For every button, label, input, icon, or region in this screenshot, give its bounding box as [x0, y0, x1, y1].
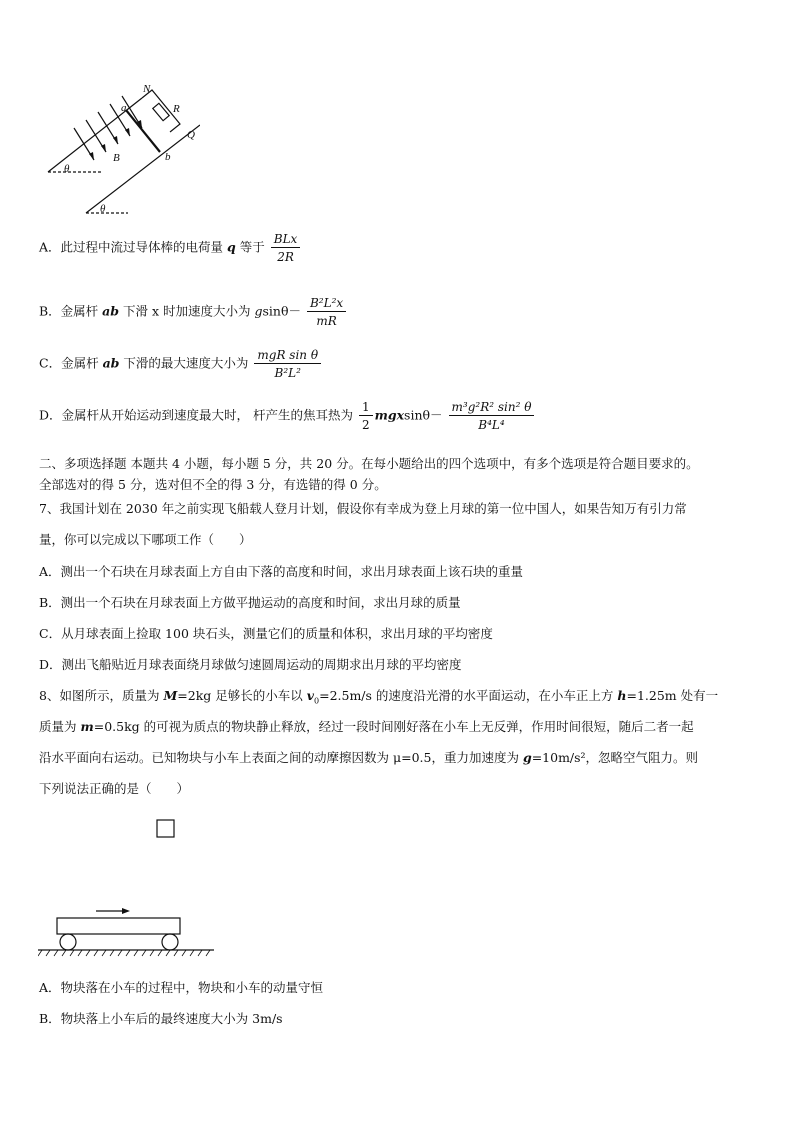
q8-stem-line-2: 质量为 m=0.5kg 的可视为质点的物块静止释放，经过一段时间刚好落在小车上无反弹，作用时间很短，随后二者一起	[39, 719, 694, 734]
q7-option-D: D．测出飞船贴近月球表面绕月球做匀速圆周运动的周期求出月球的平均密度	[39, 657, 462, 672]
label-a: a	[121, 102, 127, 114]
q8-option-B: B．物块落上小车后的最终速度大小为 3m/s	[39, 1011, 283, 1026]
option-6C: C．金属杆 ab 下滑的最大速度大小为 $\frac{\text{mgR sin θ}}{\text{B²L²}}$	[39, 348, 323, 380]
label-Q: Q	[187, 129, 195, 141]
q8-stem-line-1: 8、如图所示，质量为 M=2kg 足够长的小车以 $v_0=2.5m/s$ 的速度沿光滑的水平面运动，在小车正上方 h=1.25m 处有一	[39, 688, 719, 706]
q8-stem-line-3: 沿水平面向右运动。已知物块与小车上表面之间的动摩擦因数为 μ=0.5，重力加速度为 g=10m/s²，忽略空气阻力。则	[39, 750, 699, 765]
q8-option-A: A．物块落在小车的过程中，物块和小车的动量守恒	[39, 980, 324, 995]
label-b: b	[165, 151, 171, 163]
fraction-one-half: $\frac{1}{2}$	[359, 400, 373, 432]
cart-wheel-right	[162, 934, 178, 950]
fraction-B2L2x-mR: $\frac{\text{B²L²x}}{mR}$	[307, 296, 346, 328]
incline-rail-figure	[40, 80, 200, 220]
resistor-R	[153, 103, 169, 120]
q7-option-A: A．测出一个石块在月球表面上方自由下落的高度和时间，求出月球表面上该石块的重量	[39, 564, 524, 579]
q7-stem-line-2: 量，你可以完成以下哪项工作（ ）	[39, 532, 252, 547]
fraction-heat-term: $\frac{\text{m³g²R² sin² θ}}{\text{B⁴L⁴}}$	[449, 400, 535, 432]
fraction-mgRsin-B2L2: $\frac{\text{mgR sin θ}}{\text{B²L²}}$	[254, 348, 321, 380]
label-N: N	[143, 83, 151, 95]
cart-wheel-left	[60, 934, 76, 950]
option-6B: B．金属杆 ab 下滑 x 时加速度大小为 gsinθ－ $\frac{\text{B²L²x}}{mR}$	[39, 296, 348, 328]
fraction-BLx-2R: $\frac{\text{BLx}}{2R}$	[271, 232, 301, 264]
q7-stem-line-1: 7、我国计划在 2030 年之前实现飞船载人登月计划，假设你有幸成为登上月球的第一位中国人，如果告知万有引力常	[39, 501, 687, 516]
label-theta-1: θ	[64, 163, 70, 175]
rod-ab	[126, 110, 160, 152]
label-B: B	[113, 152, 120, 164]
q7-option-C: C．从月球表面上捡取 100 块石头，测量它们的质量和体积，求出月球的平均密度	[39, 626, 493, 641]
option-6D: D．金属杆从开始运动到速度最大时， 杆产生的焦耳热为 $\frac{1}{2}$ mgxsinθ－ $\frac{\text{m³g²R² sin² θ}}{\text{B⁴L⁴}}$	[39, 400, 536, 432]
cart-block-figure	[38, 815, 218, 965]
cart-body	[57, 918, 180, 934]
section-2-line-2: 全部选对的得 5 分，选对但不全的得 3 分，有选错的得 0 分。	[39, 477, 387, 492]
label-R: R	[173, 103, 180, 115]
label-theta-2: θ	[100, 203, 106, 215]
option-6A: A．此过程中流过导体棒的电荷量 q 等于 $\frac{\text{BLx}}{2R}$	[39, 232, 302, 264]
section-2-line-1: 二、多项选择题 本题共 4 小题，每小题 5 分，共 20 分。在每小题给出的四个选项中，有多个选项是符合题目要求的。	[39, 456, 699, 471]
falling-block	[157, 820, 174, 837]
q8-stem-line-4: 下列说法正确的是（ ）	[39, 781, 190, 796]
q7-option-B: B．测出一个石块在月球表面上方做平抛运动的高度和时间，求出月球的质量	[39, 595, 461, 610]
lower-incline-line	[86, 125, 200, 213]
